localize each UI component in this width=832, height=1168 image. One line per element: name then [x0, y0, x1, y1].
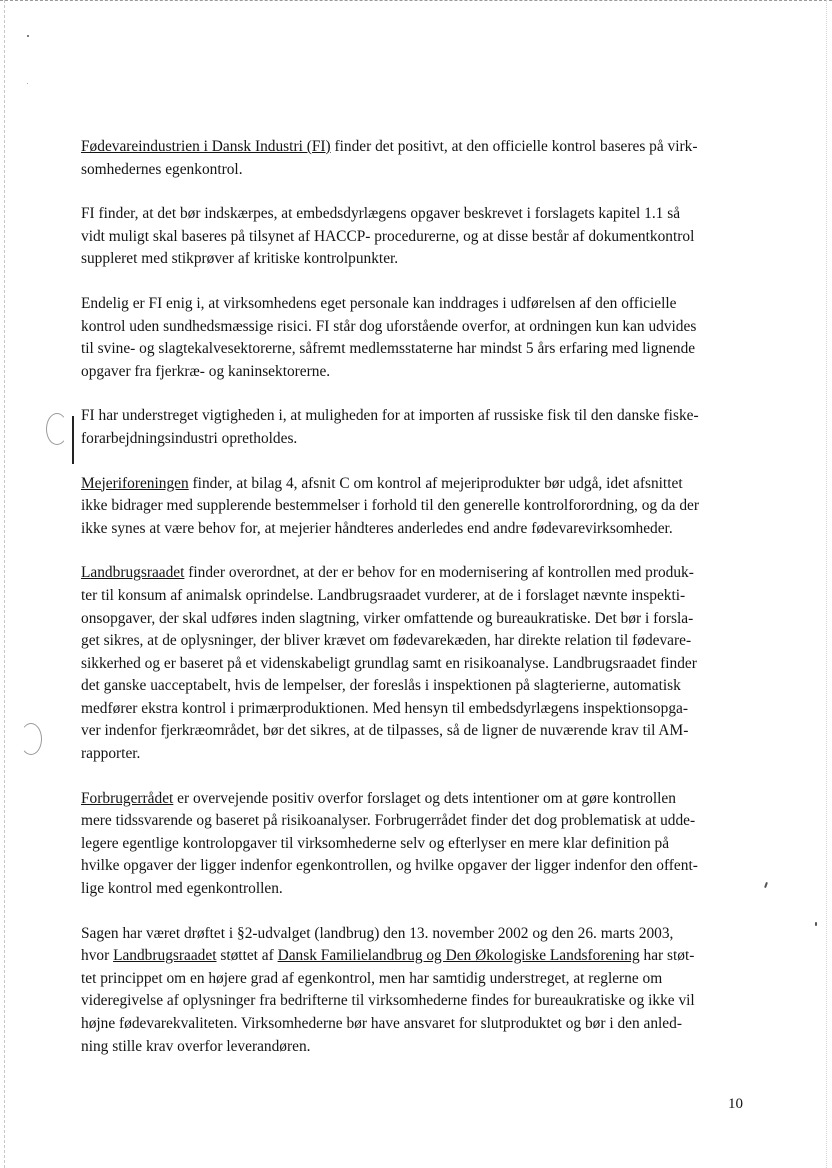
- text-segment: finder overordnet, at der er behov for en modernisering af kontrollen med produk-: [184, 564, 694, 582]
- text-line: [81, 316, 761, 339]
- paragraph: [81, 923, 761, 1059]
- text-line: [81, 159, 761, 182]
- text-line: [81, 923, 761, 946]
- punch-hole-mark: [46, 413, 68, 445]
- text-segment: har støt-: [639, 947, 695, 965]
- text-line: [81, 203, 761, 226]
- text-line: [81, 361, 761, 384]
- text-line: [81, 293, 761, 316]
- text-segment: kontrol uden sundhedsmæssige risici. FI står dog uforstående overfor, at ordningen kun kan udvides: [81, 317, 697, 335]
- text-line: [81, 495, 761, 518]
- text-segment: get sikres, at de oplysninger, der bliver krævet om fødevarekæden, har direkte relation til fødevare-: [81, 632, 692, 650]
- text-segment: opgaver fra fjerkræ- og kaninsektorerne.: [81, 362, 331, 380]
- text-line: [81, 405, 761, 428]
- organization-name: Landbrugsraadet: [81, 564, 185, 582]
- text-segment: til svine- og slagtekalvesektorerne, såfremt medlemsstaterne har mindst 5 års erfaring med lignende: [81, 340, 696, 358]
- text-segment: ter til konsum af animalsk oprindelse. Landbrugsraadet vurderer, at de i forslaget nævnte inspekti-: [81, 586, 686, 604]
- text-line: [81, 428, 761, 451]
- text-segment: ver indenfor fjerkræområdet, bør det sikres, at de tilpasses, så de ligner de nuværende krav til AM-: [81, 722, 689, 740]
- text-segment: ning stille krav overfor leverandøren.: [81, 1037, 311, 1055]
- text-segment: vidt muligt skal baseres på tilsynet af HACCP- procedurerne, og at disse består af dokumentkontrol: [81, 227, 695, 245]
- text-line: [81, 1013, 761, 1036]
- text-segment: mere tidssvarende og baseret på risikoanalyser. Forbrugerrådet finder det dog problematisk at udde-: [81, 812, 696, 830]
- text-segment: ikke synes at være behov for, at mejerier håndteres anderledes end andre fødevarevirksomheder.: [81, 519, 673, 537]
- text-segment: er overvejende positiv overfor forslaget og dets intentioner om at gøre kontrollen: [173, 789, 676, 807]
- text-line: [81, 855, 761, 878]
- text-segment: lige kontrol med egenkontrollen.: [81, 880, 283, 898]
- margin-change-bar: [72, 416, 74, 464]
- text-segment: støttet af: [216, 947, 278, 965]
- text-segment: finder, at bilag 4, afsnit C om kontrol af mejeriprodukter bør udgå, idet afsnittet: [188, 474, 683, 492]
- text-segment: højne fødevarekvaliteten. Virksomhederne bør have ansvaret for slutproduktet og bør i den anled-: [81, 1015, 682, 1032]
- body-text: [81, 136, 761, 1080]
- paragraph: [81, 203, 761, 271]
- organization-name: Fødevareindustrien i Dansk Industri (FI): [81, 138, 331, 155]
- text-segment: tet princippet om en højere grad af egenkontrol, men har samtidig understreget, at reglerne om: [81, 969, 663, 987]
- scan-top-edge: [0, 0, 832, 1]
- text-line: [81, 990, 761, 1013]
- text-segment: rapporter.: [81, 745, 141, 763]
- text-segment: Endelig er FI enig i, at virksomhedens eget personale kan inddrages i udførelsen af den officielle: [81, 294, 677, 312]
- text-line: [81, 788, 761, 811]
- organization-name: Landbrugsraadet: [113, 947, 217, 965]
- page-number: 10: [728, 1096, 743, 1112]
- text-segment: onsopgaver, der skal udføres inden slagtning, virker omfattende og bureaukratiske. Det bør i forsla-: [81, 609, 694, 627]
- text-segment: videregivelse af oplysninger fra bedrifterne til virksomhederne findes for bureaukratiske og ikke vil: [81, 992, 695, 1010]
- text-line: [81, 810, 761, 833]
- text-line: [81, 968, 761, 991]
- text-line: [81, 630, 761, 653]
- paragraph: [81, 136, 761, 181]
- text-line: [81, 878, 761, 901]
- scan-speck: [27, 35, 29, 37]
- text-segment: medfører ekstra kontrol i primærproduktionen. Med hensyn til embedsdyrlægens inspektionsopga-: [81, 699, 688, 717]
- text-line: [81, 945, 761, 968]
- text-segment: hvilke opgaver der ligger indenfor egenkontrollen, og hvilke opgaver der ligger indenfor den offent-: [81, 857, 698, 875]
- text-line: [81, 743, 761, 766]
- text-line: [81, 226, 761, 249]
- text-segment: somhedernes egenkontrol.: [81, 160, 243, 178]
- text-line: [81, 675, 761, 698]
- text-line: [81, 720, 761, 743]
- text-line: [81, 473, 761, 496]
- text-line: [81, 1036, 761, 1059]
- text-segment: legere egentlige kontrolopgaver til virksomhederne selv og efterlyser en mere klar definition på: [81, 834, 670, 852]
- text-line: [81, 248, 761, 271]
- scan-right-edge: [826, 0, 827, 1168]
- text-line: [81, 562, 761, 585]
- paragraph: [81, 788, 761, 901]
- text-line: [81, 698, 761, 721]
- punch-hole-mark: [20, 723, 42, 755]
- text-segment: hvor: [81, 947, 114, 965]
- scan-speck: [764, 882, 768, 888]
- paragraph: [81, 293, 761, 383]
- text-line: [81, 518, 761, 541]
- paragraph: [81, 562, 761, 765]
- text-line: [81, 653, 761, 676]
- text-segment: forarbejdningsindustri opretholdes.: [81, 429, 298, 447]
- text-line: [81, 833, 761, 856]
- organization-name: Dansk Familielandbrug og Den Økologiske Landsforening: [277, 947, 640, 965]
- text-line: [81, 585, 761, 608]
- organization-name: Forbrugerrådet: [81, 789, 174, 807]
- scan-speck: [27, 83, 28, 84]
- text-line: [81, 608, 761, 631]
- text-segment: sikkerhed og er baseret på et videnskabeligt grundlag samt en risikoanalyse. Landbrugsraadet finder: [81, 654, 697, 672]
- text-segment: finder det positivt, at den officielle kontrol baseres på virk-: [330, 138, 698, 155]
- text-line: [81, 338, 761, 361]
- text-segment: ikke bidrager med supplerende bestemmelser i forhold til den generelle kontrolforordning, og da der: [81, 497, 699, 515]
- scan-left-edge: [4, 0, 5, 1168]
- text-segment: FI finder, at det bør indskærpes, at embedsdyrlægens opgaver beskrevet i forslagets kapitel 1.1 så: [81, 205, 681, 223]
- organization-name: Mejeriforeningen: [81, 474, 189, 492]
- text-segment: Sagen har været drøftet i §2-udvalget (landbrug) den 13. november 2002 og den 26. marts 2003,: [81, 924, 674, 942]
- text-line: [81, 136, 761, 159]
- text-segment: det ganske uacceptabelt, hvis de lempelser, der foreslås i inspektionen på slagterierne, automatisk: [81, 677, 681, 695]
- paragraph: [81, 473, 761, 541]
- text-segment: suppleret med stikprøver af kritiske kontrolpunkter.: [81, 250, 399, 268]
- paragraph: [81, 405, 761, 450]
- text-segment: FI har understreget vigtigheden i, at muligheden for at importen af russiske fisk til den danske fiske-: [81, 407, 699, 425]
- scan-speck: [815, 922, 817, 926]
